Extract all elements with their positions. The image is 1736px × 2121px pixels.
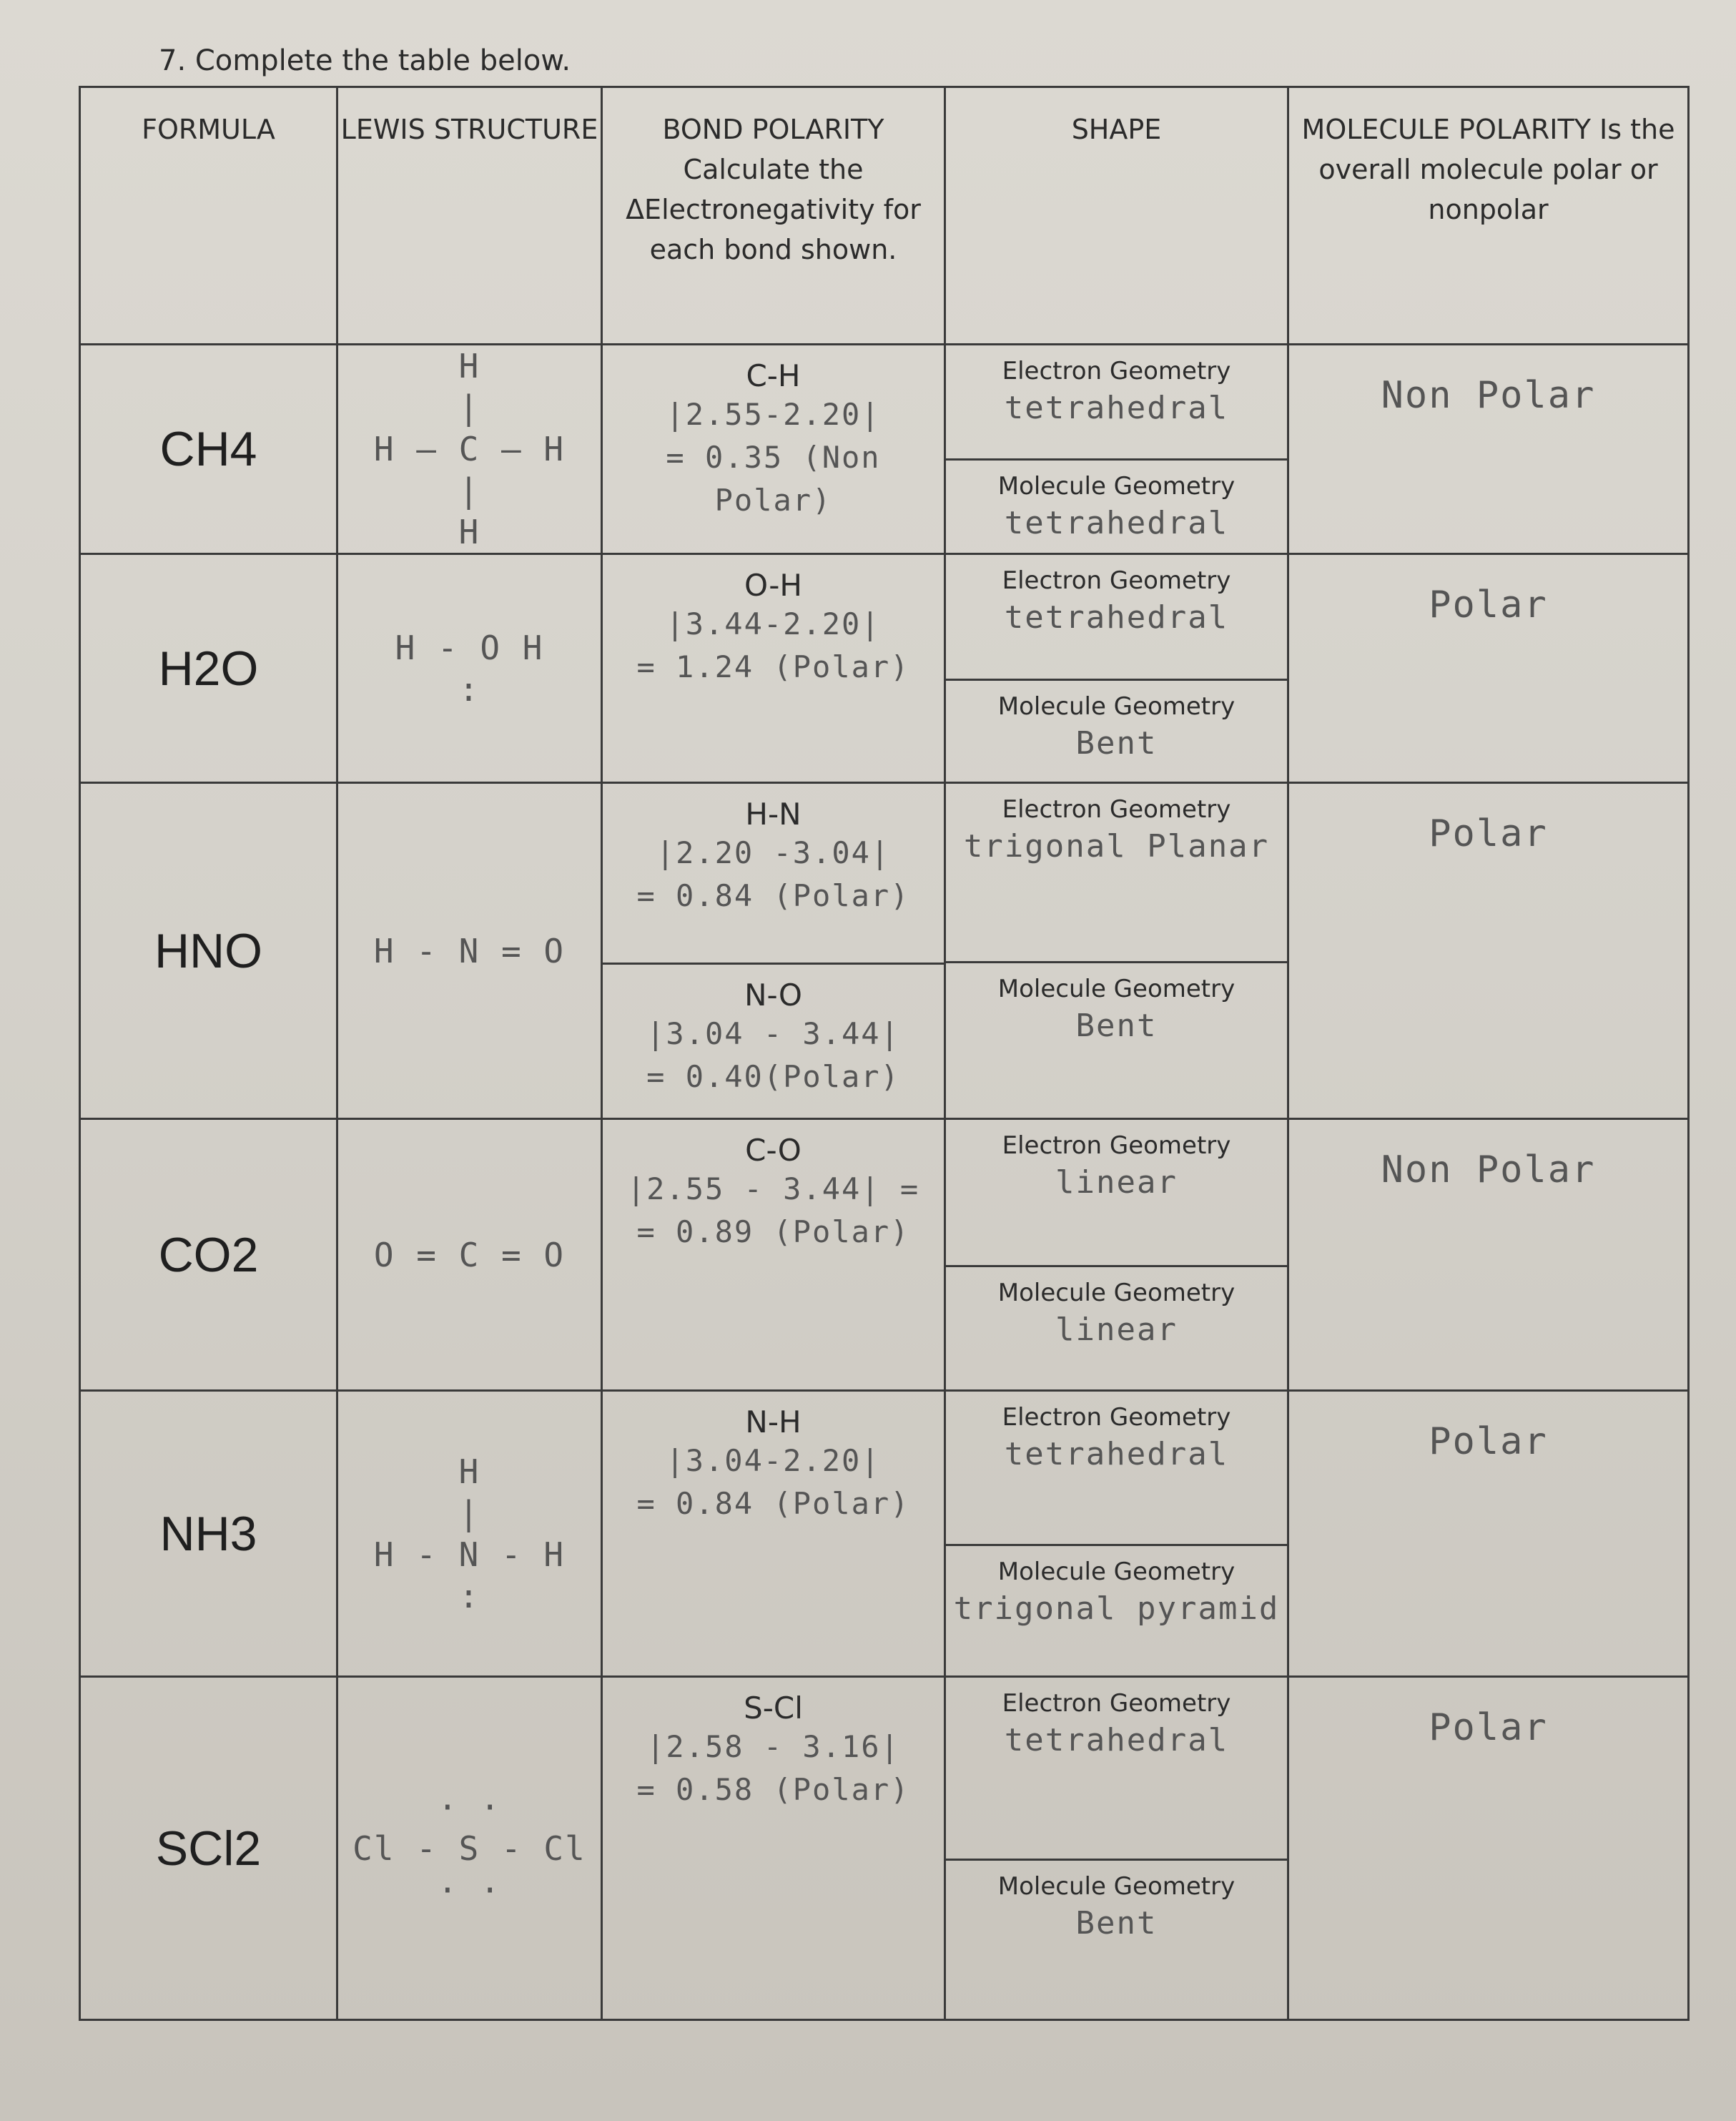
molecule-geometry-label: Molecule Geometry — [997, 692, 1236, 721]
molecule-geometry-box — [946, 975, 1287, 1044]
electron-geometry-value: tetrahedral — [1004, 1722, 1229, 1758]
bond-calc-difference: |2.55 - 3.44| = — [626, 1171, 920, 1206]
bond-calc-result: = 0.58 (Polar) — [636, 1772, 910, 1807]
electron-geometry-box — [946, 795, 1287, 963]
lewis-line: O = C = O — [373, 1235, 566, 1274]
bond-calc-difference: |3.04-2.20| — [666, 1443, 881, 1478]
molecule-geometry-box — [946, 472, 1287, 541]
header-shape: SHAPE — [945, 87, 1288, 345]
table-row — [80, 783, 1689, 1119]
table-row — [80, 345, 1689, 554]
electron-geometry-label: Electron Geometry — [1002, 566, 1231, 595]
table-row — [80, 1119, 1689, 1391]
bond-entry — [603, 1691, 944, 1811]
molecule-table — [79, 86, 1690, 2021]
bond-polarity-cell[interactable] — [602, 554, 945, 783]
lewis-structure-cell[interactable] — [337, 345, 602, 554]
bond-entry — [603, 358, 944, 522]
shape-cell[interactable] — [945, 345, 1288, 554]
bond-polarity-cell[interactable] — [602, 1677, 945, 2020]
bond-entry — [603, 568, 944, 689]
lewis-structure — [374, 930, 565, 972]
molecule-polarity-cell[interactable]: Polar — [1288, 783, 1689, 1119]
lewis-line: Cl - S - Cl — [352, 1829, 586, 1868]
lewis-structure — [395, 627, 544, 710]
formula-cell: SCl2 — [80, 1677, 337, 2020]
molecule-geometry-label: Molecule Geometry — [997, 1557, 1236, 1586]
electron-geometry-box — [946, 1689, 1287, 1861]
electron-geometry-value: tetrahedral — [1004, 599, 1229, 636]
lewis-line: · · — [437, 1870, 502, 1909]
shape-cell[interactable] — [945, 783, 1288, 1119]
electron-geometry-box — [946, 357, 1287, 461]
electron-geometry-box — [946, 1403, 1287, 1546]
electron-geometry-box — [946, 1131, 1287, 1267]
electron-geometry-value: tetrahedral — [1004, 390, 1229, 426]
lewis-structure — [374, 1234, 565, 1276]
formula-cell: CO2 — [80, 1119, 337, 1391]
molecule-geometry-value: Bent — [1075, 1008, 1158, 1044]
lewis-structure-cell[interactable] — [337, 783, 602, 1119]
bond-label: N-H — [745, 1404, 802, 1440]
lewis-line: H — [458, 1452, 480, 1491]
molecule-polarity-cell[interactable]: Polar — [1288, 1677, 1689, 2020]
molecule-geometry-box — [946, 1557, 1287, 1627]
molecule-polarity-cell[interactable]: Non Polar — [1288, 345, 1689, 554]
bond-calc-difference: |3.44-2.20| — [666, 606, 881, 641]
header-formula: FORMULA — [80, 87, 337, 345]
lewis-line: | — [458, 388, 480, 427]
lewis-structure — [374, 345, 565, 553]
header-bond-polarity: BOND POLARITY Calculate the ΔElectronegativity for each bond shown. — [602, 87, 945, 345]
electron-geometry-box — [946, 566, 1287, 681]
formula-cell: H2O — [80, 554, 337, 783]
lewis-line: H - N - H — [373, 1535, 566, 1574]
molecule-geometry-box — [946, 1872, 1287, 1942]
molecule-geometry-label: Molecule Geometry — [997, 1872, 1236, 1901]
electron-geometry-label: Electron Geometry — [1002, 1131, 1231, 1160]
bond-calc-result: = 0.89 (Polar) — [636, 1214, 910, 1249]
shape-cell[interactable] — [945, 1677, 1288, 2020]
electron-geometry-label: Electron Geometry — [1002, 357, 1231, 385]
electron-geometry-value: tetrahedral — [1004, 1436, 1229, 1472]
bond-calc-result: = 0.84 (Polar) — [636, 1486, 910, 1521]
bond-calc-result: = 0.84 (Polar) — [636, 878, 910, 913]
molecule-geometry-label: Molecule Geometry — [997, 472, 1236, 501]
lewis-line: : — [458, 1576, 480, 1615]
bond-calc-difference: |2.58 - 3.16| — [646, 1729, 900, 1764]
table-row — [80, 554, 1689, 783]
molecule-geometry-value: trigonal pyramid — [953, 1590, 1280, 1627]
electron-geometry-label: Electron Geometry — [1002, 1689, 1231, 1718]
bond-calc-result: = 1.24 (Polar) — [636, 649, 910, 684]
bond-calc-result: = 0.35 (Non Polar) — [666, 440, 881, 518]
bond-entry — [603, 978, 944, 1098]
electron-geometry-label: Electron Geometry — [1002, 1403, 1231, 1432]
electron-geometry-value: linear — [1055, 1164, 1178, 1201]
header-lewis: LEWIS STRUCTURE — [337, 87, 602, 345]
lewis-structure — [374, 1451, 565, 1617]
bond-calc-difference: |2.20 -3.04| — [656, 835, 891, 870]
molecule-geometry-value: Bent — [1075, 725, 1158, 762]
lewis-line: H — [458, 347, 480, 385]
molecule-polarity-cell[interactable]: Polar — [1288, 1391, 1689, 1677]
lewis-structure-cell[interactable] — [337, 1391, 602, 1677]
bond-label: N-O — [744, 978, 802, 1013]
bond-label: O-H — [744, 568, 802, 603]
bond-calc-result: = 0.40(Polar) — [646, 1059, 900, 1094]
shape-cell[interactable] — [945, 554, 1288, 783]
molecule-geometry-value: tetrahedral — [1004, 505, 1229, 541]
electron-geometry-label: Electron Geometry — [1002, 795, 1231, 824]
lewis-line: H — C — H — [373, 430, 566, 468]
shape-cell[interactable] — [945, 1391, 1288, 1677]
lewis-structure-cell[interactable] — [337, 554, 602, 783]
molecule-polarity-cell[interactable]: Polar — [1288, 554, 1689, 783]
lewis-line: H - O H — [395, 628, 544, 667]
shape-cell[interactable] — [945, 1119, 1288, 1391]
lewis-line: | — [458, 1493, 480, 1532]
lewis-line: H - N = O — [373, 931, 566, 970]
lewis-structure-cell[interactable] — [337, 1677, 602, 2020]
electron-geometry-value: trigonal Planar — [963, 828, 1270, 865]
molecule-polarity-cell[interactable]: Non Polar — [1288, 1119, 1689, 1391]
lewis-structure-cell[interactable] — [337, 1119, 602, 1391]
bond-label: C-O — [745, 1133, 802, 1168]
lewis-line: · · — [437, 1787, 502, 1826]
formula-cell: HNO — [80, 783, 337, 1119]
lewis-line: | — [458, 471, 480, 510]
table-row — [80, 1677, 1689, 2020]
bond-label: H-N — [745, 797, 802, 832]
bond-entry — [603, 1404, 944, 1525]
bond-entry — [603, 1133, 944, 1254]
bond-polarity-cell[interactable] — [602, 1119, 945, 1391]
instruction-text: 7. Complete the table below. — [159, 44, 571, 77]
molecule-geometry-value: Bent — [1075, 1905, 1158, 1942]
molecule-geometry-label: Molecule Geometry — [997, 1279, 1236, 1307]
bond-calc-difference: |2.55-2.20| — [666, 397, 881, 432]
bond-entry — [603, 797, 944, 965]
header-row — [80, 87, 1689, 345]
table-row — [80, 1391, 1689, 1677]
bond-polarity-cell[interactable] — [602, 1391, 945, 1677]
bond-calc-difference: |3.04 - 3.44| — [646, 1016, 900, 1051]
header-molecule-polarity: MOLECULE POLARITY Is the overall molecule polar or nonpolar — [1288, 87, 1689, 345]
molecule-geometry-box — [946, 1279, 1287, 1348]
molecule-geometry-label: Molecule Geometry — [997, 975, 1236, 1003]
lewis-line: : — [458, 669, 480, 709]
formula-cell: NH3 — [80, 1391, 337, 1677]
lewis-structure — [352, 1786, 586, 1911]
formula-cell: CH4 — [80, 345, 337, 554]
molecule-geometry-box — [946, 692, 1287, 762]
bond-polarity-cell[interactable] — [602, 783, 945, 1119]
bond-label: C-H — [746, 358, 801, 393]
molecule-geometry-value: linear — [1055, 1312, 1178, 1348]
lewis-line: H — [458, 513, 480, 551]
bond-label: S-Cl — [744, 1691, 803, 1726]
bond-polarity-cell[interactable] — [602, 345, 945, 554]
